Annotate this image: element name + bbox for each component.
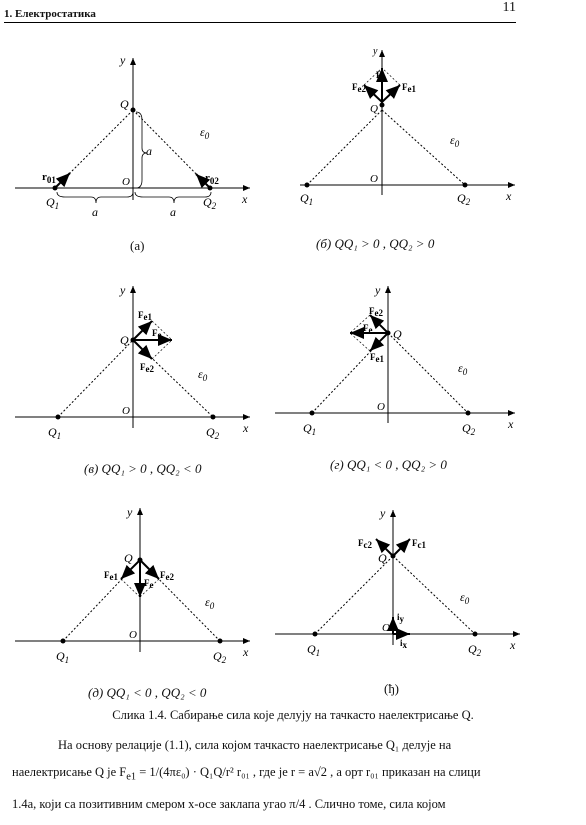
fe1-label: Fe1 bbox=[138, 310, 152, 322]
y-label: y bbox=[375, 283, 381, 297]
epsilon-label: $\varepsilon_0$ bbox=[450, 133, 460, 149]
q1-label: $Q_1$ bbox=[46, 195, 60, 211]
y-label: y bbox=[120, 53, 126, 67]
ix-label: ix bbox=[400, 638, 408, 650]
paragraph-line-3: 1.4а, који са позитивним смером x-осе заклапа угао π/4 . Слично томе, сила којом bbox=[12, 796, 446, 811]
q-label: Q bbox=[120, 333, 129, 347]
line-q-q2 bbox=[388, 333, 468, 413]
x-label: x bbox=[508, 417, 514, 431]
q2-label: $Q_2$ bbox=[206, 425, 220, 441]
fe1-label: Fe1 bbox=[370, 352, 384, 364]
vector-fe2 bbox=[133, 340, 152, 359]
epsilon-label: $\varepsilon_0$ bbox=[205, 595, 215, 611]
charge-q1-dot bbox=[310, 411, 315, 416]
epsilon-label: $\varepsilon_0$ bbox=[460, 590, 470, 606]
charge-q2-dot bbox=[466, 411, 471, 416]
a-label-vertical: a bbox=[146, 144, 152, 158]
q-label: Q bbox=[120, 97, 129, 111]
figure-panel-v bbox=[0, 278, 290, 448]
y-label: y bbox=[373, 46, 378, 57]
q2-label: $Q_2$ bbox=[203, 195, 217, 211]
vector-fe1 bbox=[382, 85, 400, 102]
parallelogram-bottom bbox=[350, 333, 370, 351]
q1-label: $Q_1$ bbox=[307, 642, 321, 658]
vector-fe1 bbox=[133, 321, 152, 340]
origin-label: O bbox=[370, 173, 378, 185]
fc2-label: Fc2 bbox=[358, 538, 372, 550]
origin-label: O bbox=[129, 629, 137, 641]
vector-fe2 bbox=[364, 85, 382, 102]
charge-q-dot bbox=[131, 338, 136, 343]
fe-label: Fe bbox=[376, 70, 386, 82]
header-rule bbox=[4, 22, 516, 23]
parallelogram-left bbox=[121, 579, 140, 597]
charge-q2-dot bbox=[218, 639, 223, 644]
q1-label: $Q_1$ bbox=[300, 191, 314, 207]
vector-fe2 bbox=[140, 560, 159, 579]
q-label: Q bbox=[393, 327, 402, 341]
caption-dj: (ђ) bbox=[384, 681, 399, 696]
x-label: x bbox=[243, 645, 249, 659]
origin-label: O bbox=[122, 176, 130, 188]
fe1-label: Fe1 bbox=[402, 82, 416, 94]
charge-q1-dot bbox=[305, 183, 310, 188]
q2-label: $Q_2$ bbox=[462, 421, 476, 437]
vector-r01 bbox=[55, 173, 70, 188]
caption-v: (в) QQ₁ > 0 , QQ₂ < 0 bbox=[84, 461, 202, 476]
charge-q2-dot bbox=[211, 415, 216, 420]
caption-b: (б) QQ₁ > 0 , QQ₂ > 0 bbox=[316, 236, 435, 251]
page-number: 11 bbox=[502, 0, 516, 15]
charge-q1-dot bbox=[61, 639, 66, 644]
charge-q-dot bbox=[391, 554, 396, 559]
charge-q-dot bbox=[131, 108, 136, 113]
q1-label: $Q_1$ bbox=[48, 425, 62, 441]
epsilon-label: $\varepsilon_0$ bbox=[200, 125, 210, 141]
fe-label: Fe bbox=[144, 578, 154, 590]
brace-right bbox=[135, 192, 211, 203]
x-label: x bbox=[243, 421, 249, 435]
vector-fc1 bbox=[393, 539, 410, 556]
caption-g: (г) QQ₁ < 0 , QQ₂ > 0 bbox=[330, 457, 447, 472]
fe2-label: Fe2 bbox=[160, 570, 174, 582]
page-header bbox=[4, 2, 516, 24]
charge-q1-dot bbox=[53, 186, 58, 191]
charge-q2-dot bbox=[473, 632, 478, 637]
fe2-label: Fe2 bbox=[140, 362, 154, 374]
paragraph-line-1: На основу релације (1.1), сила којом тачкасто наелектрисање Q₁ делује на bbox=[58, 738, 452, 752]
charge-q2-dot bbox=[463, 183, 468, 188]
figure-panel-b bbox=[290, 40, 586, 230]
y-label: y bbox=[380, 506, 386, 520]
q2-label: $Q_2$ bbox=[457, 191, 471, 207]
x-label: x bbox=[510, 638, 516, 652]
parallelogram-bottom bbox=[152, 340, 172, 359]
a-label-left: a bbox=[92, 205, 98, 219]
figure-caption: Слика 1.4. Сабирање сила које делују на тачкасто наелектрисање Q. bbox=[112, 708, 474, 722]
q2-label: $Q_2$ bbox=[468, 642, 482, 658]
fe-label: Fe bbox=[152, 328, 162, 340]
figure-panel-dj bbox=[270, 500, 586, 670]
epsilon-label: $\varepsilon_0$ bbox=[198, 367, 208, 383]
a-label-right: a bbox=[170, 205, 176, 219]
caption-a: (а) bbox=[130, 238, 145, 253]
fe2-label: Fe2 bbox=[369, 306, 383, 318]
vector-fe1 bbox=[370, 333, 388, 351]
y-label: y bbox=[120, 283, 126, 297]
charge-q1-dot bbox=[56, 415, 61, 420]
paragraph-line-2: наелектрисање Q је $F_{e1} = 1/(4\pi\varepsilon_0) \cdot Q_1Q/r^2$ r₀₁ , где је r = a√2 , а орт r₀₁ приказан на слици bbox=[12, 765, 481, 783]
figure-panel-g bbox=[270, 278, 586, 448]
figure-panel-a bbox=[0, 40, 290, 230]
caption-d: (д) QQ₁ < 0 , QQ₂ < 0 bbox=[88, 685, 207, 700]
epsilon-label: $\varepsilon_0$ bbox=[458, 361, 468, 377]
charge-q-dot bbox=[138, 558, 143, 563]
fe2-label: Fe2 bbox=[352, 82, 366, 94]
x-label: x bbox=[506, 189, 512, 203]
fe-label: Fe bbox=[363, 323, 373, 335]
fc1-label: Fc1 bbox=[412, 538, 426, 550]
y-label: y bbox=[127, 505, 133, 519]
q2-label: $Q_2$ bbox=[213, 649, 227, 665]
origin-label: O bbox=[377, 401, 385, 413]
charge-q-dot bbox=[380, 103, 385, 108]
charge-q2-dot bbox=[208, 186, 213, 191]
q-label: Q bbox=[370, 103, 378, 115]
chapter-title: 1. Електростатика bbox=[4, 8, 96, 20]
q1-label: $Q_1$ bbox=[303, 421, 317, 437]
x-label: x bbox=[242, 192, 248, 206]
fe1-label: Fe1 bbox=[104, 570, 118, 582]
figure-panel-d bbox=[0, 500, 290, 670]
body-paragraph bbox=[12, 732, 528, 818]
q-label: Q bbox=[124, 551, 133, 565]
iy-label: iy bbox=[397, 612, 405, 624]
r01-label: $r_{01}$ bbox=[42, 171, 56, 185]
origin-label: O bbox=[382, 622, 390, 634]
brace-left bbox=[57, 192, 133, 203]
charge-q-dot bbox=[386, 331, 391, 336]
q-label: Q bbox=[378, 551, 387, 565]
r02-label: $r_{02}$ bbox=[205, 172, 219, 186]
charge-q1-dot bbox=[313, 632, 318, 637]
origin-label: O bbox=[122, 405, 130, 417]
line-q-q2 bbox=[382, 110, 465, 185]
q1-label: $Q_1$ bbox=[56, 649, 70, 665]
